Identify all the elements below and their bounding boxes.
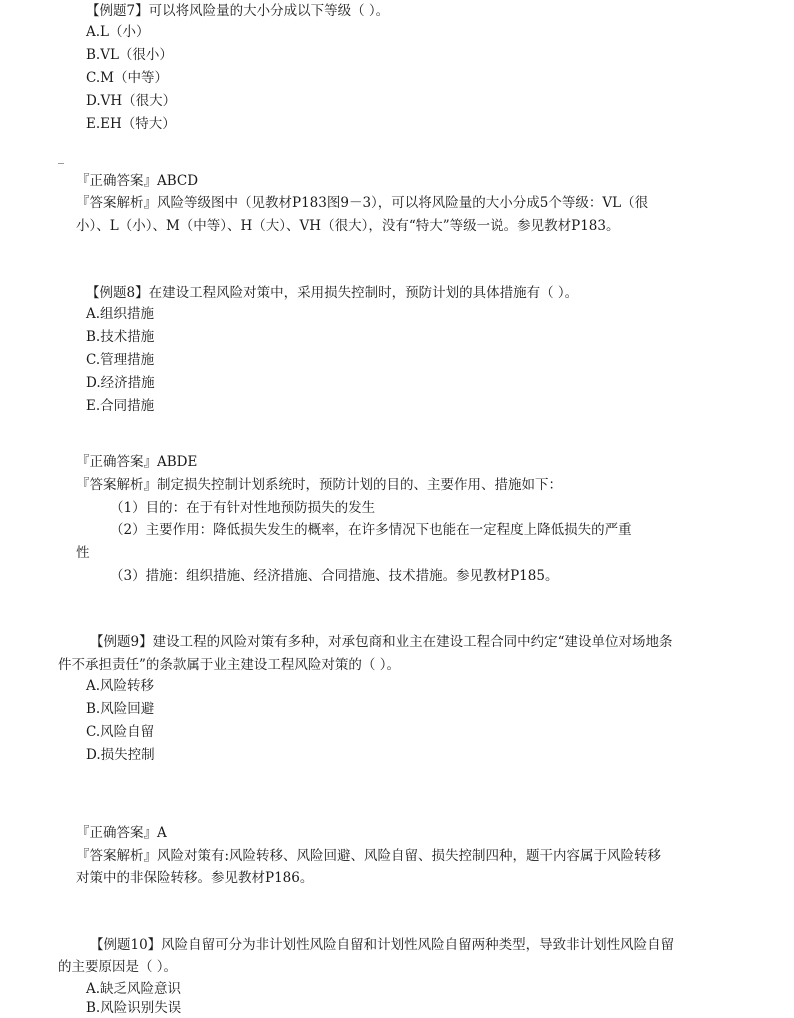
question-8-option-c: C.管理措施 [86, 352, 155, 368]
question-8-point-3: （3）措施：组织措施、经济措施、合同措施、技术措施。参见教材P185。 [110, 568, 559, 584]
question-10-option-b: B.风险识别失误 [86, 1000, 182, 1016]
question-7-answer: 『正确答案』ABCD [76, 173, 199, 189]
question-9-option-b: B.风险回避 [86, 701, 155, 717]
question-9-analysis-line-1: 『答案解析』风险对策有:风险转移、风险回避、风险自留、损失控制四种，题干内容属于风险转移 [76, 848, 662, 864]
question-8-option-d: D.经济措施 [86, 375, 155, 391]
question-7-stem: 【例题7】可以将风险量的大小分成以下等级（ ）。 [86, 3, 390, 19]
question-9-stem-line-1: 【例题9】建设工程的风险对策有多种，对承包商和业主在建设工程合同中约定“建设单位对场地条 [90, 634, 673, 650]
question-8-analysis-intro: 『答案解析』制定损失控制计划系统时，预防计划的目的、主要作用、措施如下： [76, 477, 562, 493]
divider-mark [58, 163, 64, 164]
question-10-stem-line-2: 的主要原因是（ ）。 [58, 959, 178, 975]
question-7-option-c: C.M（中等） [86, 70, 168, 86]
question-10-option-a: A.缺乏风险意识 [86, 981, 182, 997]
question-7-analysis-line-2: 小）、L（小）、M（中等）、H（大）、VH（很大），没有“特大”等级一说。参见教材P183。 [76, 218, 620, 234]
question-8-answer: 『正确答案』ABDE [76, 454, 198, 470]
question-7-option-d: D.VH（很大） [86, 93, 177, 109]
question-9-option-d: D.损失控制 [86, 747, 155, 763]
question-9-answer: 『正确答案』A [76, 825, 167, 841]
question-7-option-e: E.EH（特大） [86, 116, 176, 132]
question-8-point-2-wrap: 性 [76, 545, 90, 561]
question-7-option-a: A.L（小） [86, 24, 150, 40]
question-7-analysis-line-1: 『答案解析』风险等级图中（见教材P183图9－3），可以将风险量的大小分成5个等级：VL（很 [76, 195, 649, 211]
question-9-option-c: C.风险自留 [86, 724, 155, 740]
question-9-stem-line-2: 件不承担责任”的条款属于业主建设工程风险对策的（ ）。 [58, 657, 400, 673]
question-9-analysis-line-2: 对策中的非保险转移。参见教材P186。 [76, 870, 314, 886]
question-9-option-a: A.风险转移 [86, 678, 155, 694]
question-8-point-2: （2）主要作用：降低损失发生的概率，在许多情况下也能在一定程度上降低损失的严重 [110, 522, 632, 538]
question-7-option-b: B.VL（很小） [86, 47, 173, 63]
question-8-option-a: A.组织措施 [86, 306, 155, 322]
question-8-stem: 【例题8】在建设工程风险对策中，采用损失控制时，预防计划的具体措施有（ ）。 [86, 285, 579, 301]
question-8-point-1: （1）目的：在于有针对性地预防损失的发生 [110, 500, 376, 516]
question-8-option-b: B.技术措施 [86, 329, 155, 345]
question-8-option-e: E.合同措施 [86, 398, 155, 414]
question-10-stem-line-1: 【例题10】风险自留可分为非计划性风险自留和计划性风险自留两种类型，导致非计划性风险自留 [90, 937, 675, 953]
